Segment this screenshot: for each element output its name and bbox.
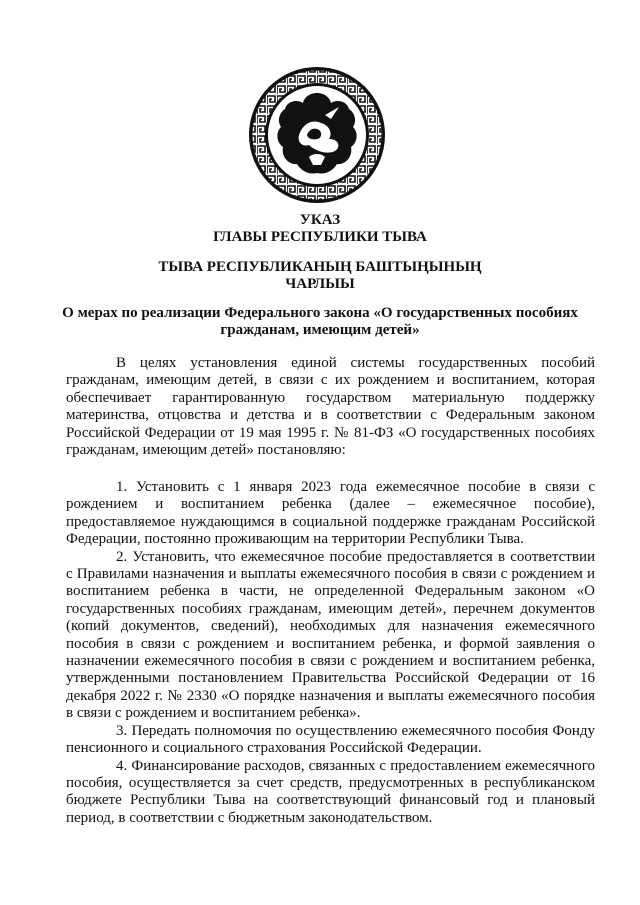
point-1: 1. Установить с 1 января 2023 года ежемесячное пособие в связи с рождением и воспитанием ребенка (далее – ежемесячное пособие), предоставляемое нуждающимся в социальной поддержке гражданам Российской Федерации, постоянно проживающим на территории Республики Тыва. (66, 479, 595, 548)
decree-preamble (66, 355, 595, 459)
preamble-paragraph: В целях установления единой системы государственных пособий гражданам, имеющим детей, в связи с их рождением и воспитанием, которая обеспечивает гарантированную государством материальную поддержку материнства, отцовства и детства и в соответствии с Федеральным законом Российской Федерации от 19 мая 1995 г. № 81-ФЗ «О государственных пособиях гражданам, имеющим детей» постановляю: (66, 355, 595, 459)
decree-subject-line2: гражданам, имеющим детей» (220, 322, 420, 338)
decree-title-line2: ГЛАВЫ РЕСПУБЛИКИ ТЫВА (213, 229, 427, 245)
decree-subject-line1: О мерах по реализации Федерального закона «О государственных пособиях (62, 305, 578, 321)
point-2: 2. Установить, что ежемесячное пособие предоставляется в соответствии с Правилами назначения и выплаты ежемесячного пособия в связи с рождением и воспитанием ребенка в части, не определенной Федеральным законом «О государственных пособиях гражданам, имеющим детей», перечнем документов (копий документов, сведений), необходимых для назначения ежемесячного пособия в связи с рождением и воспитанием ребенка, и формой заявления о назначении ежемесячного пособия в связи с рождением и воспитанием ребенка, утвержденными постановлением Правительства Российской Федерации от 16 декабря 2022 г. № 2330 «О порядке назначения и выплаты ежемесячного пособия в связи с рождением и воспитанием ребенка». (66, 548, 595, 722)
decree-title-line1: УКАЗ (299, 212, 341, 228)
decree-title-tyvan-line2: ЧАРЛЫЫ (285, 276, 355, 292)
decree-subject (60, 305, 580, 339)
decree-points (66, 479, 595, 827)
tuva-emblem-icon (247, 65, 387, 205)
point-3: 3. Передать полномочия по осуществлению ежемесячного пособия Фонду пенсионного и социального страхования Российской Федерации. (66, 722, 595, 757)
decree-title (60, 212, 580, 246)
point-4: 4. Финансирование расходов, связанных с предоставлением ежемесячного пособия, осуществляется за счет средств, предусмотренных в республиканском бюджете Республики Тыва на соответствующий финансовый год и плановый период, в соответствии с бюджетным законодательством. (66, 757, 595, 826)
decree-title-tyvan-line1: ТЫВА РЕСПУБЛИКАНЫҢ БАШТЫҢЫНЫҢ (158, 259, 482, 275)
decree-title-tyvan (60, 259, 580, 293)
